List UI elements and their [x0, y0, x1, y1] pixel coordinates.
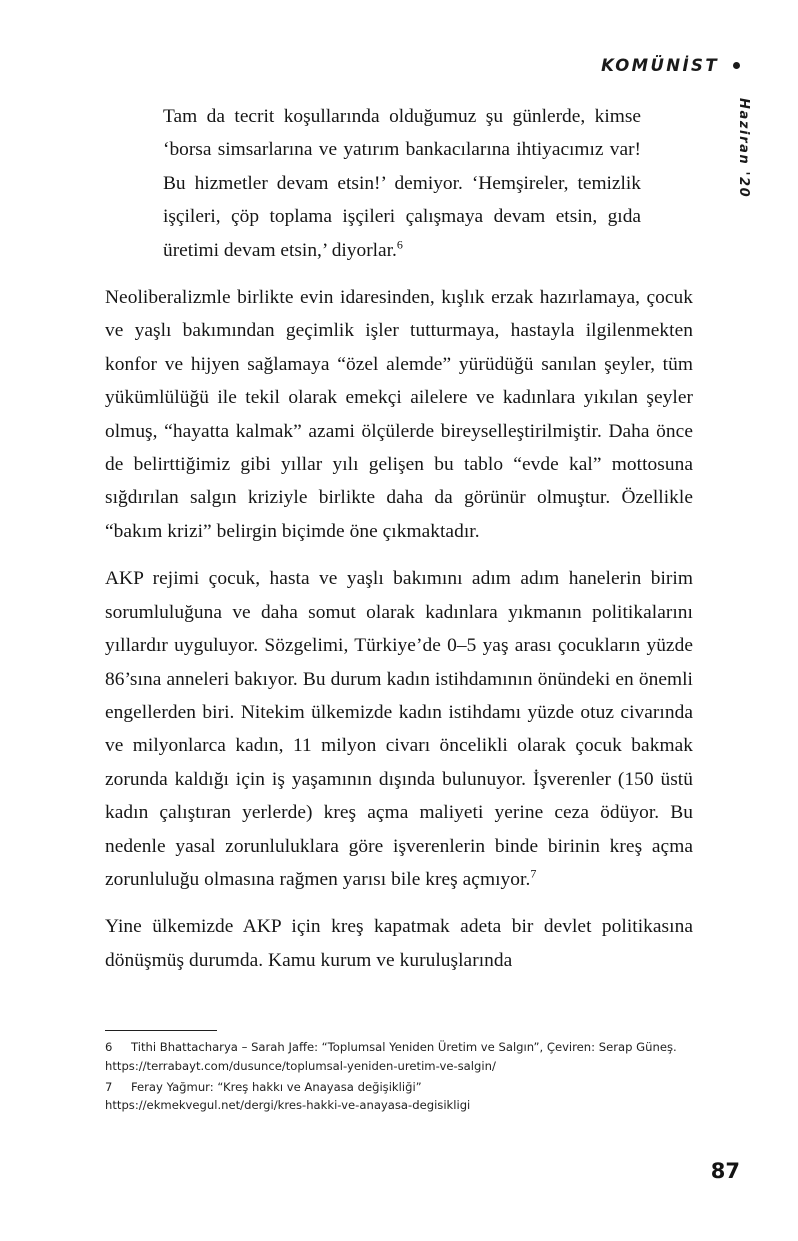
footnote-7-citation: Feray Yağmur: “Kreş hakkı ve Anayasa değişikliği” — [131, 1079, 422, 1094]
footnote-7-number: 7 — [105, 1079, 113, 1094]
footnote-6-line — [105, 1038, 697, 1057]
paragraph-3 — [105, 910, 693, 977]
blockquote-body: Tam da tecrit koşullarında olduğumuz şu günlerde, kimse ‘borsa simsarlarına ve yatırım bankacılarına ihtiyacımız var! Bu hizmetler devam etsin!’ demiyor. ‘Hemşireler, temizlik işçileri, çöp toplama işçileri çalışmaya devam etsin, gıda üretimi devam etsin,’ diyorlar. — [163, 106, 641, 261]
blockquote — [105, 100, 693, 267]
paragraph-3-body: Yine ülkemizde AKP için kreş kapatmak adeta bir devlet politikasına dönüşmüş durumda. Kamu kurum ve kuruluşlarında — [105, 916, 693, 971]
paragraph-2 — [105, 562, 693, 896]
paragraph-1-body: Neoliberalizmle birlikte evin idaresinden, kışlık erzak hazırlamaya, çocuk ve yaşlı bakımından geçimlik işler tutturmaya, hastayla ilgilenmekten konfor ve hijyen sağlamaya “özel alemde” yürüdüğü sanılan şeyler, tüm yükümlülüğü ile tekil olarak emekçi ailelere ve kadınlara yıkılan şeyler olmuş, “hayatta kalmak” azami ölçülerde bireyselleştirilmiştir. Daha önce de belirttiğimiz gibi yıllar yılı gelişen bu tablo “evde kal” mottosuna sığdırılan salgın kriziyle birlikte daha da görünür olmuştur. Özellikle “bakım krizi” belirgin biçimde öne çıkmaktadır. — [105, 287, 693, 542]
footnote-6-url[interactable]: https://terrabayt.com/dusunce/toplumsal-yeniden-uretim-ve-salgin/ — [105, 1058, 496, 1073]
footnote-7-line — [105, 1078, 697, 1097]
bullet-dot-icon — [733, 62, 740, 69]
footnote-ref-7[interactable]: 7 — [530, 866, 537, 881]
footnote-6-citation: Tithi Bhattacharya – Sarah Jaffe: “Toplumsal Yeniden Üretim ve Salgın”, Çeviren: Serap Güneş. — [131, 1040, 677, 1055]
text-column — [105, 100, 693, 991]
running-head-title: KOMÜNİST — [601, 56, 719, 75]
blockquote-text — [163, 100, 641, 267]
footnote-item-7 — [105, 1078, 697, 1115]
page-number: 87 — [710, 1159, 740, 1183]
footnote-area — [105, 1030, 697, 1117]
footnote-separator-rule — [105, 1030, 217, 1031]
footnote-ref-6[interactable]: 6 — [396, 237, 403, 252]
paragraph-2-body: AKP rejimi çocuk, hasta ve yaşlı bakımını adım adım hanelerin birim sorumluluğuna ve daha somut olarak kadınlara yıkmanın politikalarını yıllardır uyguluyor. Sözgelimi, Türkiye’de 0–5 yaş arası çocukların yüzde 86’sına anneleri bakıyor. Bu durum kadın istihdamının önündeki en önemli engellerden biri. Nitekim ülkemizde kadın istihdamı yüzde otuz civarında ve milyonlarca kadın, 11 milyon civarı öncelikli olarak çocuk bakmak zorunda kaldığı için iş yaşamının dışında bulunuyor. İşverenler (150 üstü kadın çalıştıran yerlerde) kreş açma maliyeti yerine ceza ödüyor. Bu nedenle yasal zorunluluklara göre işverenlerin binde birinin kreş açma zorunluluğu olmasına rağmen yarısı bile kreş açmıyor. — [105, 568, 693, 890]
footnote-item-6 — [105, 1038, 697, 1075]
footnote-7-url[interactable]: https://ekmekvegul.net/dergi/kres-hakki-ve-anayasa-degisikligi — [105, 1098, 471, 1113]
running-head — [601, 56, 740, 75]
issue-date-vertical: Haziran '20 — [736, 98, 751, 199]
paragraph-1 — [105, 281, 693, 548]
footnote-6-number: 6 — [105, 1040, 113, 1055]
